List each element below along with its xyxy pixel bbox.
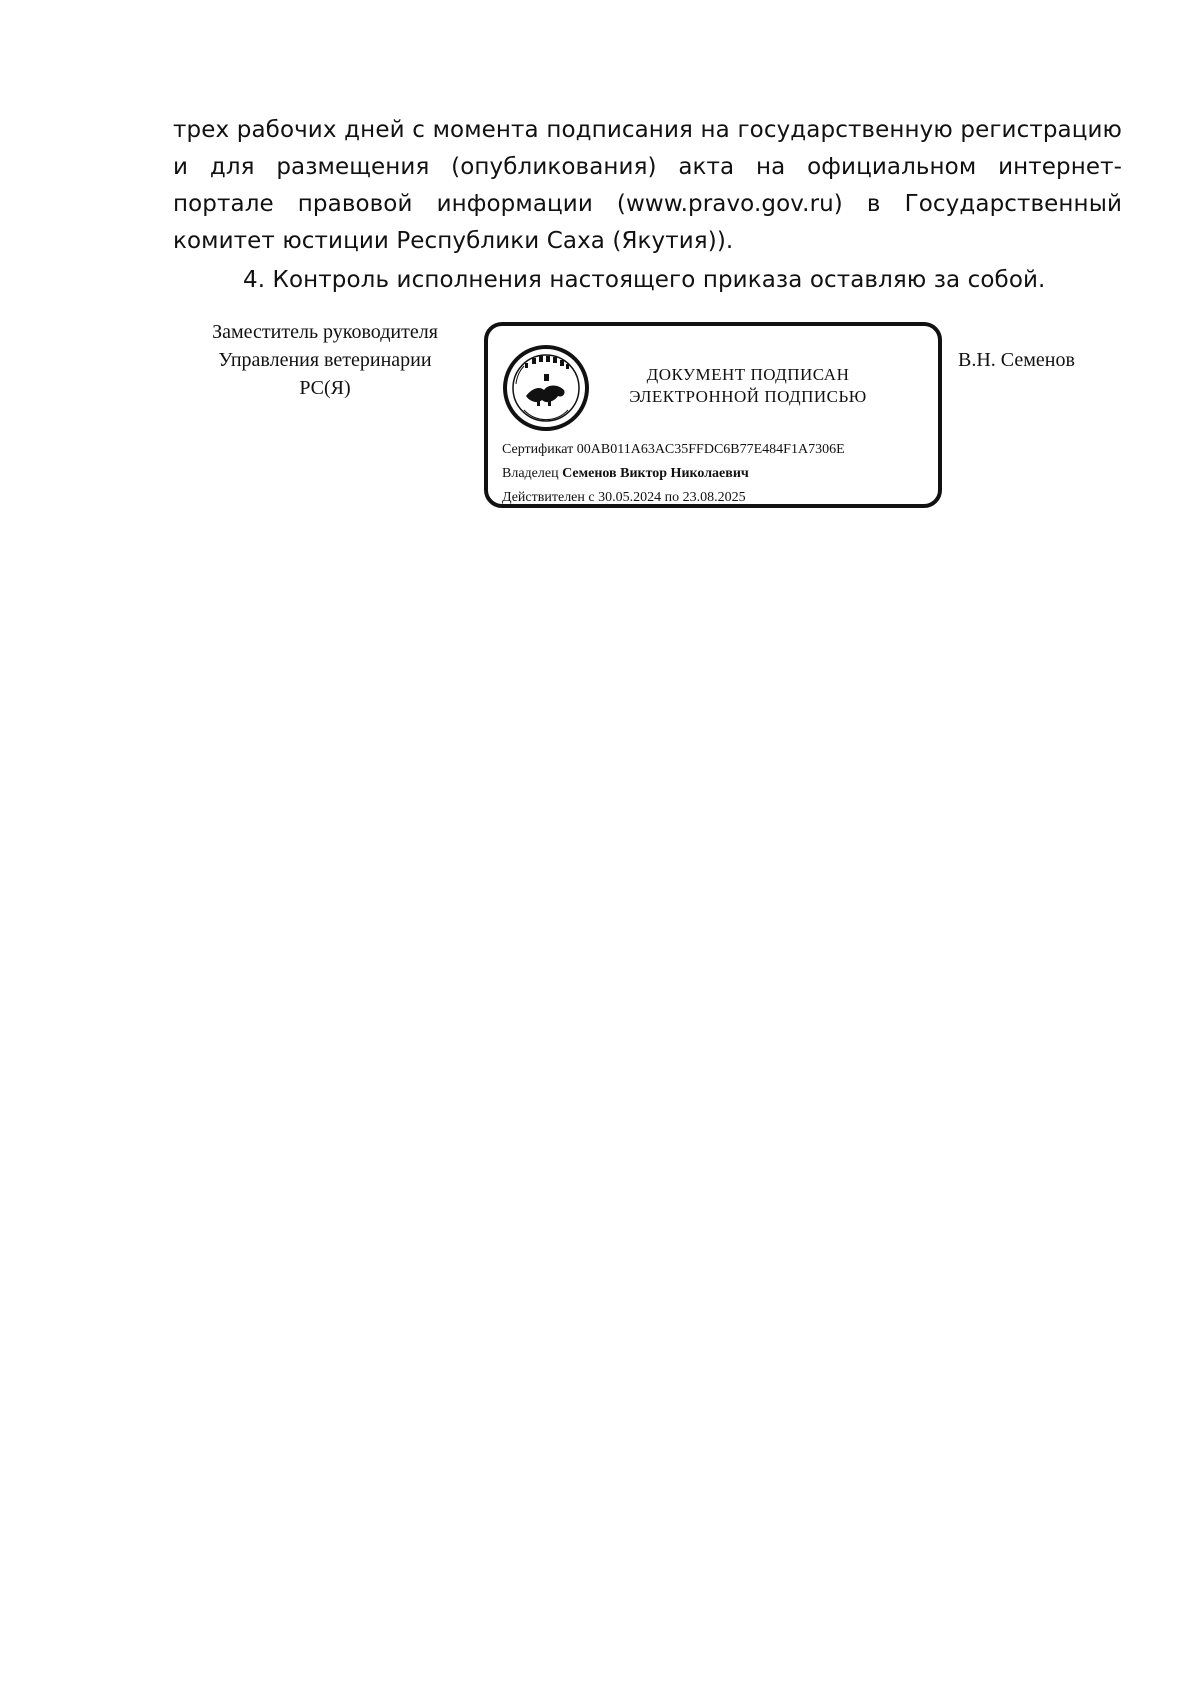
paragraph-continuation: трех рабочих дней с момента подписания на государственную регистрацию и для размещения (опубликования) акта на официальном интернет-портале правовой информации (www.pravo.gov.ru) в Государственный комитет юстиции Республики Саха (Якутия)). (173, 117, 1122, 254)
signer-position-line: Заместитель руководителя (212, 321, 438, 343)
certificate-label: Сертификат (502, 442, 574, 457)
stamp-details (502, 438, 845, 510)
paragraph-4: 4. Контроль исполнения настоящего приказа оставляю за собой. (243, 267, 1046, 293)
owner-row (502, 462, 845, 486)
stamp-header (598, 364, 898, 408)
owner-value: Семенов Виктор Николаевич (562, 466, 749, 481)
signer-position (180, 318, 470, 402)
certificate-row (502, 438, 845, 462)
valid-from-prefix: с (588, 490, 595, 505)
signer-position-line: Управления ветеринарии (218, 349, 432, 371)
valid-to-prefix: по (664, 490, 680, 505)
valid-from-date: 30.05.2024 (598, 490, 662, 505)
signer-position-line: РС(Я) (299, 377, 351, 399)
validity-row (502, 486, 845, 510)
document-body (173, 112, 1122, 299)
stamp-header-line: ДОКУМЕНТ ПОДПИСАН (646, 365, 850, 384)
certificate-value: 00AB011A63AC35FFDC6B77E484F1A7306E (576, 442, 845, 457)
valid-label: Действителен (502, 490, 585, 505)
signer-name: В.Н. Семенов (958, 349, 1075, 371)
owner-label: Владелец (502, 466, 559, 481)
electronic-signature-stamp (484, 322, 942, 508)
valid-to-date: 23.08.2025 (682, 490, 746, 505)
coat-of-arms-seal-icon (502, 344, 590, 432)
stamp-header-line: ЭЛЕКТРОННОЙ ПОДПИСЬЮ (629, 387, 867, 406)
